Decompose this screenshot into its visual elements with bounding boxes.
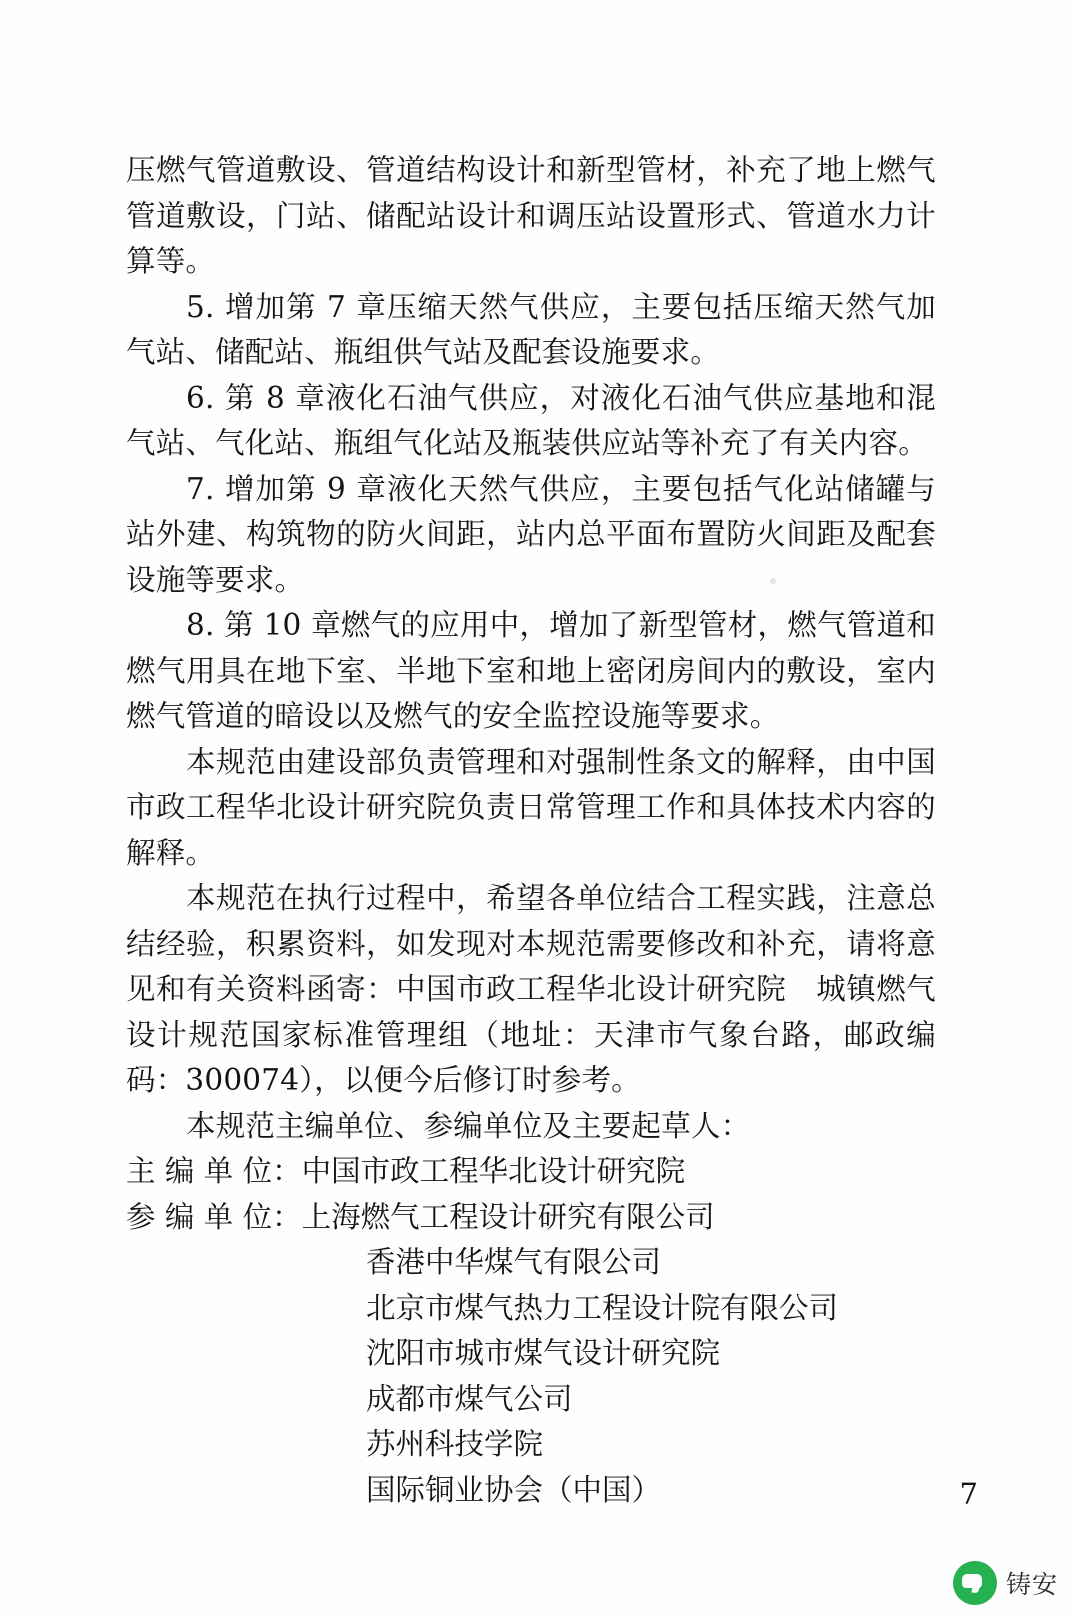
participant-unit-label: 参 编 单 位：: [126, 1199, 302, 1234]
paragraph-item-6: 6. 第 8 章液化石油气供应，对液化石油气供应基地和混气站、气化站、瓶组气化站及瓶装供应站等补充了有关内容。: [126, 380, 936, 460]
paragraph-continuation: 压燃气管道敷设、管道结构设计和新型管材，补充了地上燃气管道敷设，门站、储配站设计和调压站设置形式、管道水力计算等。: [126, 153, 936, 278]
participant-unit-line: [126, 1195, 936, 1241]
participant-unit-item: 国际铜业协会（中国）: [366, 1472, 662, 1507]
participant-unit-item: 成都市煤气公司: [366, 1381, 573, 1416]
watermark: [953, 1561, 1058, 1605]
chief-editor-unit-line: [126, 1149, 936, 1195]
wechat-account-badge-icon: [953, 1561, 997, 1605]
page-speck: [770, 578, 776, 584]
paragraph-management-responsibility: 本规范由建设部负责管理和对强制性条文的解释，由中国市政工程华北设计研究院负责日常管理工作和具体技术内容的解释。: [126, 744, 936, 870]
page-body-text: [126, 148, 936, 1513]
participant-unit-item: 苏州科技学院: [366, 1427, 544, 1461]
paragraph-item-8: 8. 第 10 章燃气的应用中，增加了新型管材，燃气管道和燃气用具在地下室、半地下室和地上密闭房间内的敷设，室内燃气管道的暗设以及燃气的安全监控设施等要求。: [126, 608, 936, 733]
chief-editor-unit-label: 主 编 单 位：: [126, 1154, 302, 1188]
paragraph-item-7: 7. 增加第 9 章液化天然气供应，主要包括气化站储罐与站外建、构筑物的防火间距，站内总平面布置防火间距及配套设施等要求。: [126, 471, 936, 597]
paragraph-feedback-address: 本规范在执行过程中，希望各单位结合工程实践，注意总结经验，积累资料，如发现对本规范需要修改和补充，请将意见和有关资料函寄：中国市政工程华北设计研究院 城镇燃气设计规范国家标准管理组（地址：天津市气象台路，邮政编码：300074），以便今后修订时参考。: [126, 881, 936, 1097]
page-number: 7: [959, 1477, 978, 1511]
paragraph-item-5: 5. 增加第 7 章压缩天然气供应，主要包括压缩天然气加气站、储配站、瓶组供气站及配套设施要求。: [126, 289, 936, 369]
participant-unit-first-value: 上海燃气工程设计研究有限公司: [301, 1199, 715, 1234]
chief-editor-unit-value: 中国市政工程华北设计研究院: [301, 1154, 686, 1188]
participant-unit-item: 北京市煤气热力工程设计院有限公司: [366, 1290, 839, 1325]
participant-unit-item: 香港中华煤气有限公司: [366, 1245, 662, 1279]
participant-unit-item: 沈阳市城市煤气设计研究院: [366, 1336, 721, 1370]
watermark-label: 铸安: [1005, 1571, 1058, 1599]
paragraph-units-intro: 本规范主编单位、参编单位及主要起草人：: [186, 1108, 751, 1143]
